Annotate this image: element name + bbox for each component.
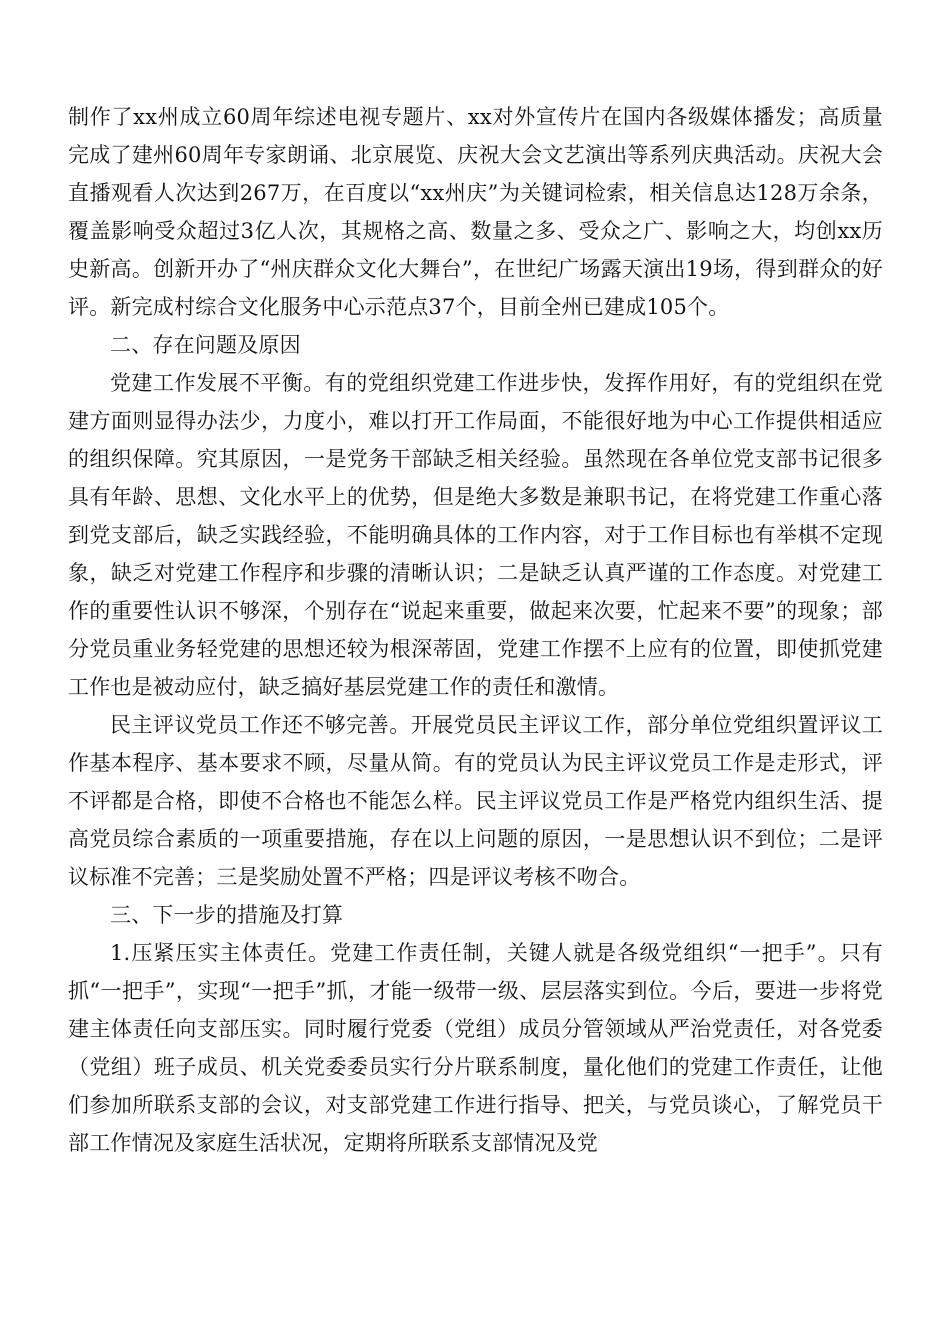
- paragraph-unbalanced-development: 党建工作发展不平衡。有的党组织党建工作进步快，发挥作用好，有的党组织在党建方面则显得办法少，力度小，难以打开工作局面，不能很好地为中心工作提供相适应的组织保障。究其原因，一是党务干部缺乏相关经验。虽然现在各单位党支部书记很多具有年龄、思想、文化水平上的优势，但是绝大多数是兼职书记，在将党建工作重心落到党支部后，缺乏实践经验，不能明确具体的工作内容，对于工作目标也有举棋不定现象，缺乏对党建工作程序和步骤的清晰认识；二是缺乏认真严谨的工作态度。对党建工作的重要性认识不够深，个别存在“说起来重要，做起来次要，忙起来不要”的现象；部分党员重业务轻党建的思想还较为根深蒂固，党建工作摆不上应有的位置，即使抓党建工作也是被动应付，缺乏搞好基层党建工作的责任和激情。: [68, 371, 883, 699]
- section-heading-problems: 二、存在问题及原因: [110, 333, 301, 357]
- paragraph-continuation: 制作了xx州成立60周年综述电视专题片、xx对外宣传片在国内各级媒体播发；高质量完成了建州60周年专家朗诵、北京展览、庆祝大会文艺演出等系列庆典活动。庆祝大会直播观看人次达到267万，在百度以“xx州庆”为关键词检索，相关信息达128万余条，覆盖影响受众超过3亿人次，其规格之高、数量之多、受众之广、影响之大，均创xx历史新高。创新开办了“州庆群众文化大舞台”，在世纪广场露天演出19场，得到群众的好评。新完成村综合文化服务中心示范点37个，目前全州已建成105个。: [68, 105, 883, 319]
- paragraph-democratic-evaluation: 民主评议党员工作还不够完善。开展党员民主评议工作，部分单位党组织置评议工作基本程序、基本要求不顾，尽量从简。有的党员认为民主评议党员工作是走形式，评不评都是合格，即使不合格也不能怎么样。民主评议党员工作是严格党内组织生活、提高党员综合素质的一项重要措施，存在以上问题的原因，一是思想认识不到位；二是评议标准不完善；三是奖励处置不严格；四是评议考核不吻合。: [68, 713, 883, 889]
- section-heading-next-steps: 三、下一步的措施及打算: [110, 903, 344, 927]
- paragraph-responsibility: 1.压紧压实主体责任。党建工作责任制，关键人就是各级党组织“一把手”。只有抓“一把手”，实现“一把手”抓，才能一级带一级、层层落实到位。今后，要进一步将党建主体责任向支部压实。同时履行党委（党组）成员分管领域从严治党责任，对各党委（党组）班子成员、机关党委委员实行分片联系制度，量化他们的党建工作责任，让他们参加所联系支部的会议，对支部党建工作进行指导、把关，与党员谈心，了解党员干部工作情况及家庭生活状况，定期将所联系支部情况及党: [68, 941, 883, 1155]
- document-body: [68, 98, 883, 1162]
